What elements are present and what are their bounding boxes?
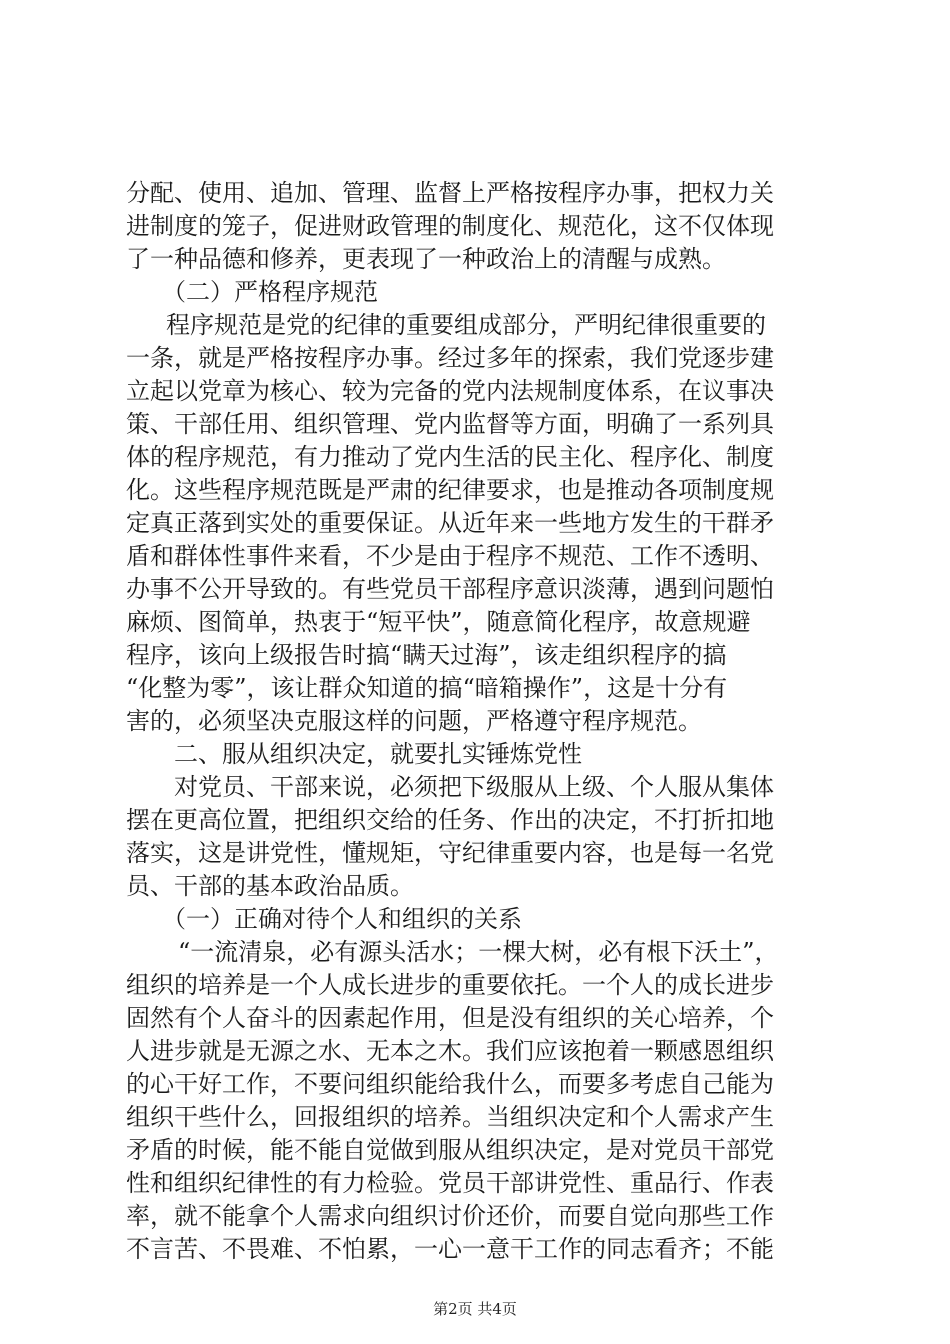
page-number-footer: 第2页 共4页 bbox=[433, 1300, 517, 1318]
text-line: 了一种品德和修养，更表现了一种政治上的清醒与成熟。 bbox=[126, 245, 726, 273]
text-line: 盾和群体性事件来看，不少是由于程序不规范、工作不透明、 bbox=[126, 542, 774, 570]
section-heading: （二）严格程序规范 bbox=[162, 278, 378, 306]
text-line: 体的程序规范，有力推动了党内生活的民主化、程序化、制度 bbox=[126, 443, 774, 471]
paragraph-first-line: “一流清泉，必有源头活水；一棵大树，必有根下沃土”， bbox=[178, 938, 779, 966]
paragraph-first-line: 程序规范是党的纪律的重要组成部分，严明纪律很重要的 bbox=[166, 311, 766, 339]
text-line: 人进步就是无源之水、无本之木。我们应该抱着一颗感恩组织 bbox=[126, 1037, 774, 1065]
text-line: 程序，该向上级报告时搞“瞒天过海”，该走组织程序的搞 bbox=[126, 641, 727, 669]
text-line: 矛盾的时候，能不能自觉做到服从组织决定，是对党员干部党 bbox=[126, 1136, 774, 1164]
paragraph-first-line: 对党员、干部来说，必须把下级服从上级、个人服从集体 bbox=[174, 773, 774, 801]
text-line: 员、干部的基本政治品质。 bbox=[126, 872, 414, 900]
text-line: “化整为零”，该让群众知道的搞“暗箱操作”，这是十分有 bbox=[126, 674, 728, 702]
text-line: 办事不公开导致的。有些党员干部程序意识淡薄，遇到问题怕 bbox=[126, 575, 774, 603]
text-line: 害的，必须坚决克服这样的问题，严格遵守程序规范。 bbox=[126, 707, 702, 735]
text-line: 立起以党章为核心、较为完备的党内法规制度体系，在议事决 bbox=[126, 377, 774, 405]
text-line: 组织的培养是一个人成长进步的重要依托。一个人的成长进步 bbox=[126, 971, 774, 999]
text-line: 落实，这是讲党性，懂规矩，守纪律重要内容，也是每一名党 bbox=[126, 839, 774, 867]
text-line: 率，就不能拿个人需求向组织讨价还价，而要自觉向那些工作 bbox=[126, 1202, 774, 1230]
text-line: 摆在更高位置，把组织交给的任务、作出的决定，不打折扣地 bbox=[126, 806, 774, 834]
text-line: 固然有个人奋斗的因素起作用，但是没有组织的关心培养，个 bbox=[126, 1004, 774, 1032]
section-heading: 二、服从组织决定，就要扎实锤炼党性 bbox=[174, 740, 582, 768]
text-line: 化。这些程序规范既是严肃的纪律要求，也是推动各项制度规 bbox=[126, 476, 774, 504]
text-line: 性和组织纪律性的有力检验。党员干部讲党性、重品行、作表 bbox=[126, 1169, 774, 1197]
text-line: 不言苦、不畏难、不怕累，一心一意干工作的同志看齐；不能 bbox=[126, 1235, 774, 1263]
text-line: 的心干好工作，不要问组织能给我什么，而要多考虑自己能为 bbox=[126, 1070, 774, 1098]
document-body bbox=[126, 177, 832, 1266]
text-line: 麻烦、图简单，热衷于“短平快”，随意简化程序，故意规避 bbox=[126, 608, 751, 636]
text-line: 一条，就是严格按程序办事。经过多年的探索，我们党逐步建 bbox=[126, 344, 774, 372]
text-line: 策、干部任用、组织管理、党内监督等方面，明确了一系列具 bbox=[126, 410, 774, 438]
text-line: 定真正落到实处的重要保证。从近年来一些地方发生的干群矛 bbox=[126, 509, 774, 537]
section-heading: （一）正确对待个人和组织的关系 bbox=[162, 905, 522, 933]
text-line: 分配、使用、追加、管理、监督上严格按程序办事，把权力关 bbox=[126, 179, 774, 207]
text-line: 进制度的笼子，促进财政管理的制度化、规范化，这不仅体现 bbox=[126, 212, 774, 240]
text-line: 组织干些什么，回报组织的培养。当组织决定和个人需求产生 bbox=[126, 1103, 774, 1131]
